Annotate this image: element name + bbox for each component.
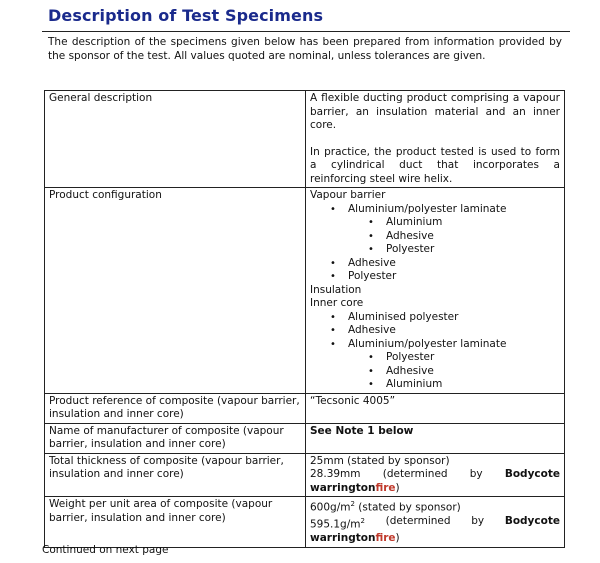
list-item: • Aluminium/polyester laminate — [310, 203, 560, 217]
list-item: • Aluminium/polyester laminate — [310, 338, 560, 352]
determined-text: (determined — [385, 515, 451, 527]
thickness-measured-value: 28.39mm — [310, 468, 361, 480]
list-item: • Polyester — [310, 351, 560, 365]
general-description-p2: In practice, the product tested is used to form a cylindrical duct that incorporates a reinforcing steel wire helix. — [310, 145, 560, 185]
row-label-reference: Product reference of composite (vapour barrier, insulation and inner core) — [45, 393, 306, 423]
table-row — [45, 91, 565, 188]
list-item: • Aluminised polyester — [310, 311, 560, 325]
general-description-p1: A flexible ducting product comprising a vapour barrier, an insulation material and an inner core. — [310, 92, 560, 131]
specimen-table — [44, 90, 565, 548]
table-row — [45, 453, 565, 497]
row-label-config: Product configuration — [45, 188, 306, 394]
list-item: • Adhesive — [310, 365, 560, 379]
inner-core-heading: Inner core — [310, 297, 364, 309]
row-value-general — [306, 91, 565, 188]
determined-text: (determined — [382, 468, 448, 480]
list-item: • Adhesive — [310, 324, 560, 338]
list-item: • Aluminium — [310, 378, 560, 392]
row-value-thickness — [306, 453, 565, 497]
row-label-manufacturer: Name of manufacturer of composite (vapour barrier, insulation and inner core) — [45, 423, 306, 453]
table-row — [45, 423, 565, 453]
row-label-general: General description — [45, 91, 306, 188]
list-item: • Aluminium — [310, 216, 560, 230]
weight-measured — [310, 515, 560, 532]
row-value-reference: “Tecsonic 4005” — [306, 393, 565, 423]
row-label-thickness: Total thickness of composite (vapour barrier, insulation and inner core) — [45, 453, 306, 497]
row-label-weight: Weight per unit area of composite (vapour barrier, insulation and inner core) — [45, 497, 306, 548]
weight-stated: $600g/m^2$ (stated by sponsor) — [310, 500, 461, 514]
insulation-heading: Insulation — [310, 283, 362, 296]
bodycote-text: Bodycote — [504, 468, 560, 480]
thickness-measured — [310, 468, 560, 482]
list-item: • Adhesive — [310, 257, 560, 271]
thickness-stated: 25mm (stated by sponsor) — [310, 454, 450, 467]
table-row — [45, 497, 565, 548]
continued-note: Continued on next page — [42, 544, 169, 556]
page-title: Description of Test Specimens — [48, 6, 324, 25]
by-text: by — [469, 468, 483, 480]
list-item: • Adhesive — [310, 230, 560, 244]
title-rule — [42, 31, 570, 32]
warringtonfire-line: warringtonfire) — [310, 481, 400, 494]
table-row — [45, 188, 565, 394]
list-item: • Polyester — [310, 243, 560, 257]
bodycote-text: Bodycote — [504, 515, 560, 527]
row-value-config — [306, 188, 565, 394]
list-item: • Polyester — [310, 270, 560, 284]
row-value-manufacturer: See Note 1 below — [306, 423, 565, 453]
intro-paragraph: The description of the specimens given below has been prepared from information provided by the sponsor of the test. All values quoted are nominal, unless tolerances are given. — [48, 36, 562, 62]
row-value-weight — [306, 497, 565, 548]
weight-measured-value: $595.1g/m^2$ — [310, 517, 365, 531]
warringtonfire-line: warringtonfire) — [310, 532, 400, 544]
table-row — [45, 393, 565, 423]
vapour-barrier-heading: Vapour barrier — [310, 189, 386, 201]
by-text: by — [471, 515, 485, 527]
